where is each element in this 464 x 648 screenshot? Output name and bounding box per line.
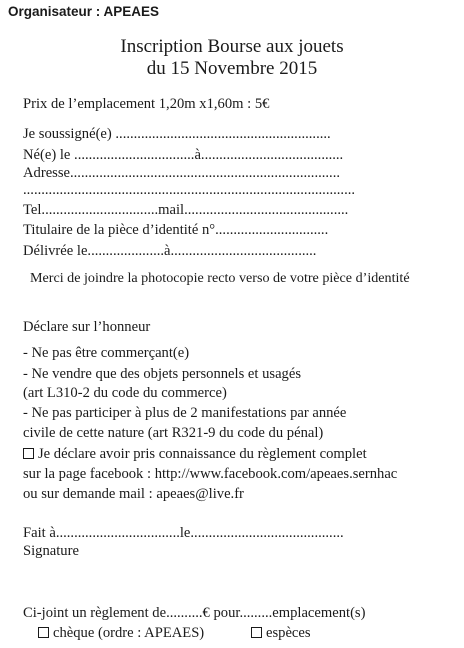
tel-mail-field[interactable]: Tel................................mail............................................. xyxy=(23,202,349,218)
rules-label: Je déclare avoir pris connaissance du règlement complet xyxy=(38,446,367,462)
signature-label: Signature xyxy=(23,543,79,559)
declaration-heading: Déclare sur l’honneur xyxy=(23,319,151,335)
price-line: Prix de l’emplacement 1,20m x1,60m : 5€ xyxy=(23,96,270,112)
id-number-field[interactable]: Titulaire de la pièce d’identité n°............................... xyxy=(23,222,329,238)
declaration-item: (art L310-2 du code du commerce) xyxy=(23,385,227,401)
declaration-item: civile de cette nature (art R321-9 du code du pénal) xyxy=(23,425,324,441)
declaration-item: - Ne pas participer à plus de 2 manifestations par année xyxy=(23,405,347,421)
id-issued-field[interactable]: Délivrée le.....................à........................................ xyxy=(23,243,317,259)
rules-mail: ou sur demande mail : apeaes@live.fr xyxy=(23,486,244,502)
rules-row xyxy=(23,446,367,463)
cash-label: espèces xyxy=(266,625,311,641)
address-field[interactable]: Adresse.......................................................................... xyxy=(23,165,340,181)
form-date: du 15 Novembre 2015 xyxy=(146,58,318,79)
cheque-checkbox[interactable] xyxy=(38,627,49,638)
declaration-item: - Ne pas être commerçant(e) xyxy=(23,345,190,361)
form-title: Inscription Bourse aux jouets xyxy=(120,36,344,57)
cash-checkbox[interactable] xyxy=(251,627,262,638)
place-date-field[interactable]: Fait à..................................le.......................................... xyxy=(23,525,344,541)
payment-line[interactable]: Ci-joint un règlement de..........€ pour.........emplacement(s) xyxy=(23,605,366,621)
cash-option xyxy=(251,625,311,642)
cheque-option xyxy=(38,625,204,642)
rules-checkbox[interactable] xyxy=(23,448,34,459)
photocopy-note: Merci de joindre la photocopie recto verso de votre pièce d’identité xyxy=(30,270,410,286)
rules-facebook: sur la page facebook : http://www.facebook.com/apeaes.sernhac xyxy=(23,466,398,482)
organizer-label: Organisateur : APEAES xyxy=(8,4,160,19)
cheque-label: chèque (ordre : APEAES) xyxy=(53,625,205,641)
address-field-2[interactable]: ........................................................................................... xyxy=(23,182,356,198)
birth-field[interactable]: Né(e) le .................................à....................................... xyxy=(23,147,344,163)
soussigne-field[interactable]: Je soussigné(e) ........................................................... xyxy=(23,126,331,142)
declaration-item: - Ne vendre que des objets personnels et usagés xyxy=(23,366,302,382)
